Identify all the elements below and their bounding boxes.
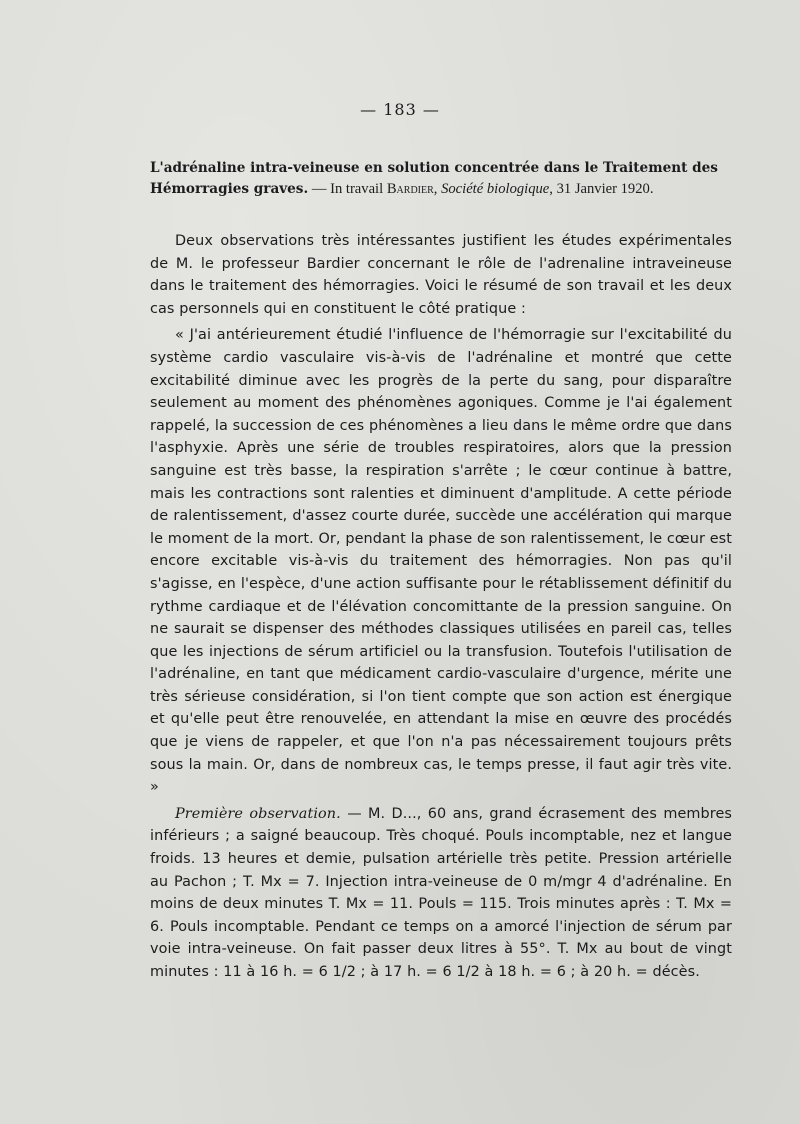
article-heading: L'adrénaline intra-veineuse en solution concentrée dans le Traitement des Hémorragies graves. — In travail Bardier, Société biologique, 31 Janvier 1920. (150, 160, 718, 197)
heading-date: , 31 Janvier 1920. (549, 181, 654, 197)
heading-author: Bardier (386, 181, 434, 197)
heading-dash: — In travail (308, 181, 387, 197)
page-number: — 183 — (360, 100, 440, 119)
article-title: L'adrénaline intra-veineuse en solution concentrée dans le Traitement des Hémorragies graves. (150, 160, 718, 197)
article-body (150, 230, 732, 984)
heading-journal: Société biologique (441, 181, 550, 197)
paragraph-quote: « J'ai antérieurement étudié l'influence de l'hémorragie sur l'excitabilité du système cardio vasculaire vis-à-vis de l'adrénaline et montré que cette excitabilité diminue avec les progrès de la perte du sang, pour disparaître seulement au moment des phénomènes agoniques. Comme je l'ai également rappelé, la succession de ces phénomènes a lieu dans le même ordre que dans l'asphyxie. Après une série de troubles respiratoires, alors que la pression sanguine est très basse, la respiration s'arrête ; le cœur continue à battre, mais les contractions sont ralenties et diminuent d'amplitude. A cette période de ralentissement, d'assez courte durée, succède une accélération qui marque le moment de la mort. Or, pendant la phase de son ralentissement, le cœur est encore excitable vis-à-vis du traitement des hémorragies. Non pas qu'il s'agisse, en l'espèce, d'une action suffisante pour le rétablissement définitif du rythme cardiaque et de l'élévation concomittante de la pression sanguine. On ne saurait se dispenser des méthodes classiques utilisées en pareil cas, telles que les injections de sérum artificiel ou la transfusion. Toutefois l'utilisation de l'adrénaline, en tant que médicament cardio-vasculaire d'urgence, mérite une très sérieuse considération, si l'on tient compte que son action est énergique et qu'elle peut être renouvelée, en attendant la mise en œuvre des procédés que je viens de rappeler, et que l'on n'a pas nécessairement toujours prêts sous la main. Or, dans de nombreux cas, le temps presse, il faut agir très vite. » (150, 327, 732, 796)
paragraph-intro: Deux observations très intéressantes justifient les études expérimentales de M. le professeur Bardier concernant le rôle de l'adrenaline intraveineuse dans le traitement des hémorragies. Voici le résumé de son travail et les deux cas personnels qui en constituent le côté pratique : (150, 233, 732, 317)
observation-text: — M. D..., 60 ans, grand écrasement des membres inférieurs ; a saigné beaucoup. Très choqué. Pouls incomptable, nez et langue froids. 13 heures et demie, pulsation artérielle très petite. Pression artérielle au Pachon ; T. Mx = 7. Injection intra-veineuse de 0 m/mgr 4 d'adrénaline. En moins de deux minutes T. Mx = 11. Pouls = 115. Trois minutes après : T. Mx = 6. Pouls incomptable. Pendant ce temps on a amorcé l'injection de sérum par voie intra-veineuse. On fait passer deux litres à 55°. T. Mx au bout de vingt minutes : 11 à 16 h. = 6 1/2 ; à 17 h. = 6 1/2 à 18 h. = 6 ; à 20 h. = décès. (150, 805, 733, 980)
paragraph-observation (150, 803, 732, 984)
observation-title: Première observation. (175, 805, 341, 822)
